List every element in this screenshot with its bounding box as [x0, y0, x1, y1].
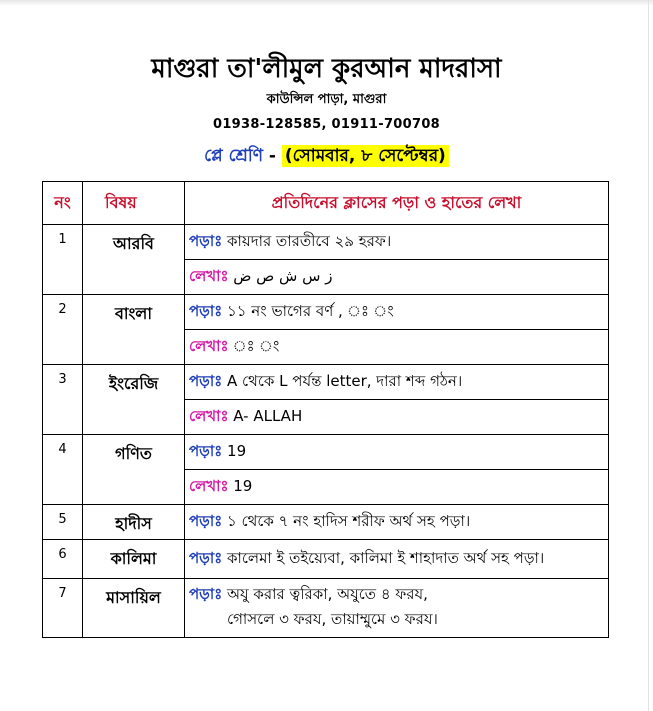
reading-cell: [185, 540, 609, 579]
writing-text: A- ALLAH: [233, 406, 303, 425]
reading-cell: [185, 365, 609, 400]
write-label: লেখাঃ: [189, 476, 229, 495]
writing-cell: [185, 330, 609, 365]
table-row: [43, 225, 609, 260]
reading-text: 19: [227, 441, 247, 460]
row-number: 1: [43, 225, 83, 295]
read-label: পড়াঃ: [189, 548, 223, 567]
reading-text: A থেকে L পর্যন্ত letter, দারা শব্দ গঠন।: [227, 371, 463, 390]
row-subject: হাদীস: [83, 505, 185, 540]
read-label: পড়াঃ: [189, 301, 223, 320]
reading-text: কালেমা ই তইয়্যেবা, কালিমা ই শাহাদাত অর্থ সহ পড়া।: [227, 548, 545, 567]
reading-cell: [185, 295, 609, 330]
madrasa-title: মাগুরা তা'লীমুল কুরআন মাদরাসা: [151, 54, 502, 84]
writing-cell: [185, 400, 609, 435]
column-header-no: নং: [43, 182, 83, 225]
read-label: পড়াঃ: [189, 441, 223, 460]
reading-text: ১ থেকে ৭ নং হাদিস শরীফ অর্থ সহ পড়া।: [227, 511, 471, 530]
table-row: [43, 295, 609, 330]
page-top-shadow: [0, 0, 653, 6]
row-number: 6: [43, 540, 83, 579]
reading-cell: [185, 579, 609, 638]
row-subject: মাসায়িল: [83, 579, 185, 638]
table-row: [43, 505, 609, 540]
class-heading: [0, 142, 653, 170]
reading-text: ১১ নং ভাগের বর্ণ , ঃ ং: [227, 301, 394, 320]
reading-cell: [185, 225, 609, 260]
writing-cell: [185, 260, 609, 295]
table-header-row: [43, 182, 609, 225]
reading-text-continued: গোসলে ৩ ফরয, তায়াম্মুমে ৩ ফরয।: [227, 610, 438, 628]
class-name: প্লে শ্রেণি: [204, 146, 263, 166]
read-label: পড়াঃ: [189, 511, 223, 530]
table-row: [43, 540, 609, 579]
write-label: লেখাঃ: [189, 266, 229, 285]
table-row: [43, 435, 609, 470]
writing-text: ز س ش ص ض: [233, 266, 333, 285]
homework-table: [42, 181, 609, 638]
row-number: 7: [43, 579, 83, 638]
row-number: 2: [43, 295, 83, 365]
reading-text: অযু করার ত্বরিকা, অযুতে ৪ ফরয,: [227, 585, 428, 603]
class-separator: -: [262, 146, 282, 166]
reading-text: কায়দার তারতীবে ২৯ হরফ।: [227, 231, 392, 250]
reading-cell: [185, 505, 609, 540]
read-label: পড়াঃ: [189, 585, 223, 603]
row-subject: গণিত: [83, 435, 185, 505]
row-number: 4: [43, 435, 83, 505]
read-label: পড়াঃ: [189, 231, 223, 250]
row-subject: বাংলা: [83, 295, 185, 365]
writing-text: ঃ ং: [254, 336, 280, 355]
column-header-subject: বিষয়: [83, 182, 185, 225]
row-number: 5: [43, 505, 83, 540]
write-label: লেখাঃ: [189, 336, 229, 355]
row-subject: আরবি: [83, 225, 185, 295]
row-number: 3: [43, 365, 83, 435]
class-date: (সোমবার, ৮ সেপ্টেম্বর): [282, 145, 449, 167]
column-header-work: প্রতিদিনের ক্লাসের পড়া ও হাতের লেখা: [185, 182, 609, 225]
table-row: [43, 365, 609, 400]
row-subject: ইংরেজি: [83, 365, 185, 435]
contact-phones: 01938-128585, 01911-700708: [212, 117, 441, 132]
row-subject: কালিমা: [83, 540, 185, 579]
read-label: পড়াঃ: [189, 371, 223, 390]
writing-text: 19: [233, 476, 253, 495]
write-label: লেখাঃ: [189, 406, 229, 425]
writing-cell: [185, 470, 609, 505]
table-row: [43, 579, 609, 638]
reading-cell: [185, 435, 609, 470]
madrasa-address: কাউন্সিল পাড়া, মাগুরা: [266, 92, 387, 107]
